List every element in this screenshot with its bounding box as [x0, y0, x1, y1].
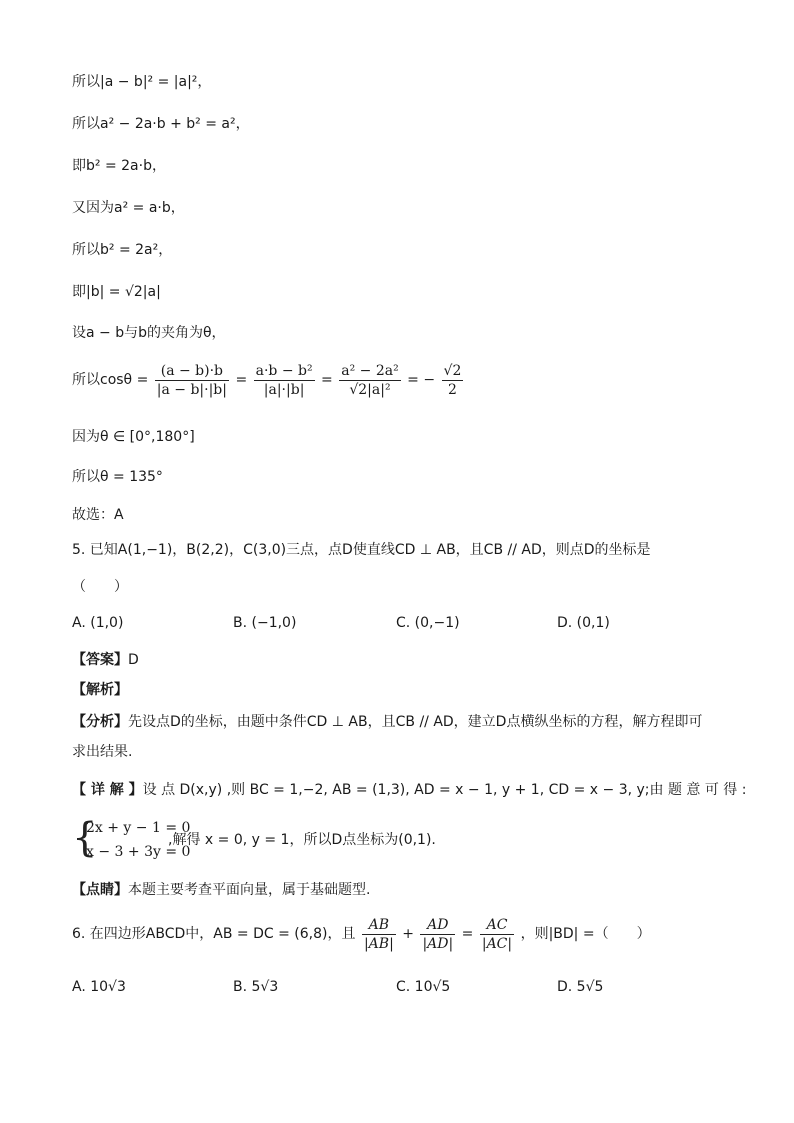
dianjing-text: 本题主要考查平面向量，属于基础题型.	[128, 882, 371, 898]
analysis-label: 【解析】	[72, 682, 128, 698]
equation-1: 2x + y − 1 = 0	[86, 820, 191, 836]
fraction-3-numerator: a² − 2a²	[341, 362, 399, 379]
solution-line-4: 又因为a² = a·b，	[72, 200, 185, 216]
fraction-3-denominator: √2|a|²	[349, 381, 391, 398]
q5-option-c: C. (0,−1)	[396, 615, 460, 631]
fraction-4	[442, 362, 464, 399]
cos-formula-line: 所以cosθ = $\frac{(a - b)\cdot b}{|a - b|\cdot|b|}$ = $\frac{\text{a·b − b²}}{|a|\cdot|b|}$ = $\frac{\text{a² − 2a²}}{\text{√2|a|²}}$ = − $\frac{√2}{2}$	[72, 362, 462, 398]
solution-line-1: 所以|a − b|² = |a|²，	[72, 74, 212, 90]
q6-fraction-3-denominator: |AC|	[481, 935, 513, 952]
xiangjie-label: 【 详 解 】	[72, 782, 143, 798]
fraction-4-denominator: 2	[447, 381, 457, 398]
q6-option-c: C. 10√5	[396, 979, 451, 995]
answer-label: 【答案】	[72, 652, 128, 668]
equation-2: x − 3 + 3y = 0	[86, 844, 191, 860]
q6-fraction-3	[480, 916, 514, 953]
fraction-2-denominator: |a|·|b|	[263, 381, 305, 398]
q6-option-d: D. 5√5	[557, 979, 604, 995]
question-5-paren: （ ）	[72, 579, 128, 595]
question-6-stem: 6. 在四边形ABCD中，AB = DC = (6,8)，且 $\frac{AB}{|AB|}$ + $\frac{AD}{|AD|}$ = $\frac{AC}{|AC|}$ ，则|BD| =（ ）	[72, 916, 651, 952]
solution-line-10: 所以θ = 135°	[72, 469, 163, 485]
xiangjie-line	[72, 780, 746, 800]
solution-line-3: 即b² = 2a·b，	[72, 158, 166, 174]
solution-line-5: 所以b² = 2a²，	[72, 242, 173, 258]
solution-line-6: 即|b| = √2|a|	[72, 284, 161, 300]
answer-line	[72, 650, 139, 670]
fraction-1	[155, 362, 229, 399]
dianjing-line	[72, 880, 370, 900]
cos-prefix: 所以cosθ =	[72, 372, 149, 388]
q6-fraction-1-denominator: |AB|	[363, 935, 394, 952]
q6-option-b: B. 5√3	[233, 979, 279, 995]
q6-stem-end: ，则|BD| =（ ）	[520, 926, 651, 942]
q5-option-a: A. (1,0)	[72, 615, 124, 631]
fraction-2-numerator: a·b − b²	[255, 362, 313, 379]
q6-fraction-2	[420, 916, 455, 953]
fenxi-text: 先设点D的坐标，由题中条件CD ⊥ AB，且CB // AD，建立D点横纵坐标的方程，解方程即可	[128, 714, 703, 730]
q5-option-b: B. (−1,0)	[233, 615, 297, 631]
equation-system-brace: {	[72, 815, 98, 861]
q6-fraction-2-numerator: AD	[420, 916, 455, 935]
fraction-1-numerator: (a − b)·b	[155, 362, 229, 381]
fenxi-line-2: 求出结果.	[72, 744, 133, 760]
fraction-1-denominator: |a − b|·|b|	[156, 381, 227, 398]
answer-choice-line: 故选：A	[72, 507, 124, 523]
solution-line-2: 所以a² − 2a·b + b² = a²，	[72, 116, 250, 132]
answer-value: D	[128, 652, 139, 668]
fraction-2	[254, 362, 315, 399]
solution-line-7: 设a − b与b的夹角为θ，	[72, 325, 226, 341]
solution-line-9: 因为θ ∈ [0°,180°]	[72, 429, 195, 445]
dianjing-label: 【点睛】	[72, 882, 128, 898]
q6-fraction-2-denominator: |AD|	[422, 935, 454, 952]
q6-fraction-1	[362, 916, 396, 953]
xiangjie-text: 设 点 D(x,y) ,则 BC = 1,−2, AB = (1,3), AD = x − 1, y + 1, CD = x − 3, y;由 题 意 可 得 :	[142, 782, 747, 798]
q6-fraction-1-numerator: AB	[362, 916, 396, 935]
q6-stem-start: 6. 在四边形ABCD中，AB = DC = (6,8)，且	[72, 926, 356, 942]
equation-solution: ,解得 x = 0, y = 1，所以D点坐标为(0,1).	[168, 832, 436, 848]
fraction-4-numerator: √2	[443, 362, 462, 379]
fenxi-label: 【分析】	[72, 714, 128, 730]
fenxi-line	[72, 712, 702, 732]
q5-option-d: D. (0,1)	[557, 615, 610, 631]
question-5-stem: 5. 已知A(1,−1)，B(2,2)，C(3,0)三点，点D使直线CD ⊥ AB，且CB // AD，则点D的坐标是	[72, 542, 651, 558]
q6-option-a: A. 10√3	[72, 979, 126, 995]
q6-fraction-3-numerator: AC	[480, 916, 514, 935]
fraction-3	[339, 362, 400, 399]
cos-result-sign: = −	[407, 372, 436, 388]
